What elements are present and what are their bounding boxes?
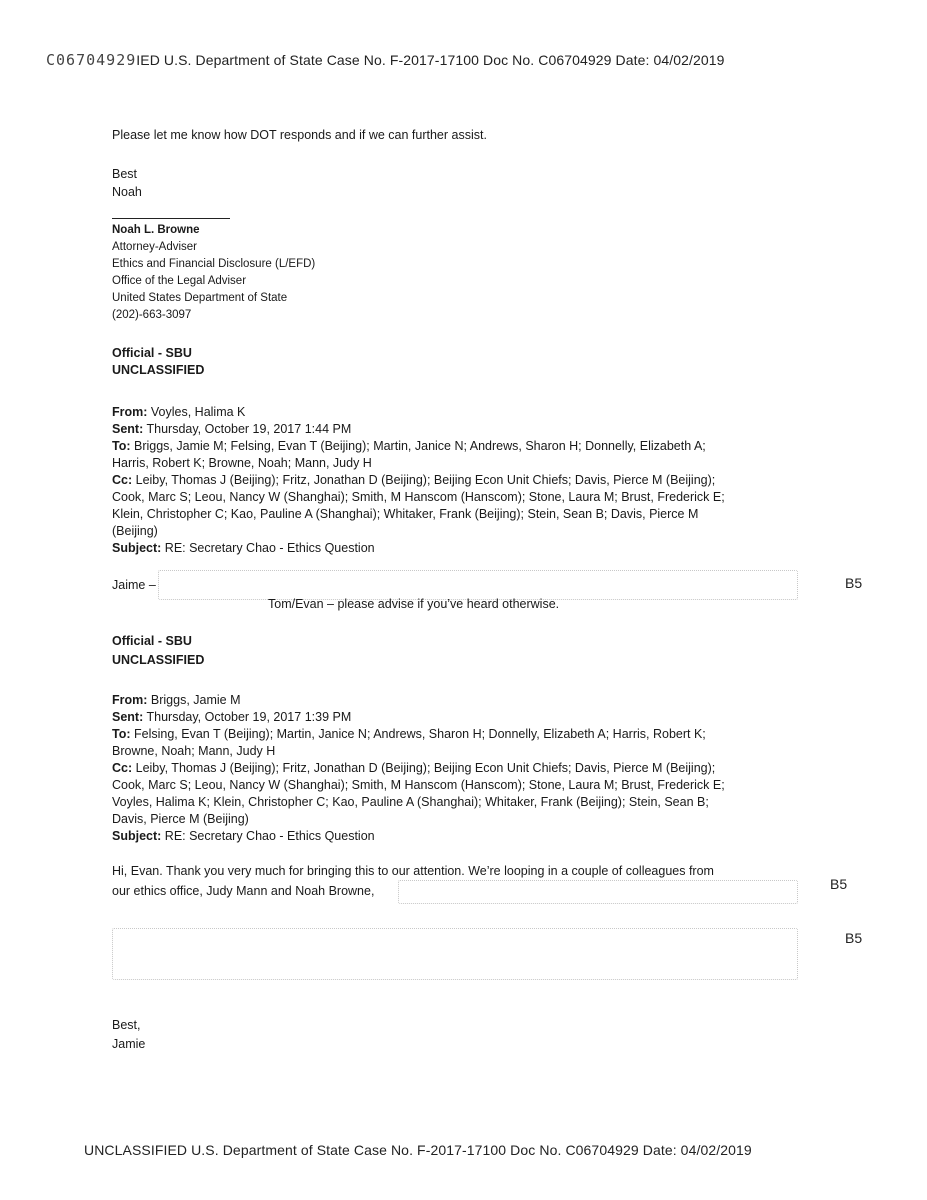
email-header-2: [112, 692, 725, 845]
subject-value: RE: Secretary Chao - Ethics Question: [161, 541, 375, 555]
from-label: From:: [112, 693, 148, 707]
email-header-1: [112, 404, 725, 557]
redaction-box: [398, 880, 798, 904]
sent-label: Sent:: [112, 710, 144, 724]
message-closing: Best: [112, 167, 138, 181]
signature-rule: [112, 218, 230, 219]
cc-value: Leiby, Thomas J (Beijing); Fritz, Jonathan D (Beijing); Beijing Econ Unit Chiefs; Davis, Pierce M (Beijing);: [132, 473, 716, 487]
email-body: Tom/Evan – please advise if you’ve heard otherwise.: [268, 597, 560, 611]
cc-value: Cook, Marc S; Leou, Nancy W (Shanghai); Smith, M Hanscom (Hanscom); Stone, Laura M; Brust, Frederick E;: [112, 778, 725, 792]
doc-stamp: C06704929: [46, 51, 137, 69]
signature-line: Attorney-Adviser: [112, 241, 198, 253]
signature-details: [112, 239, 315, 324]
classification-marking: UNCLASSIFIED: [112, 363, 205, 377]
email-body: Hi, Evan. Thank you very much for bringing this to our attention. We’re looping in a couple of colleagues from: [112, 864, 714, 878]
header-text: IED U.S. Department of State Case No. F-2017-17100 Doc No. C06704929 Date: 04/02/2019: [136, 52, 725, 68]
email-signoff-name: Jamie: [112, 1037, 146, 1051]
to-value: Harris, Robert K; Browne, Noah; Mann, Judy H: [112, 456, 372, 470]
header-line: [46, 51, 725, 70]
subject-label: Subject:: [112, 829, 162, 843]
cc-value: (Beijing): [112, 524, 158, 538]
to-value: Briggs, Jamie M; Felsing, Evan T (Beijing); Martin, Janice N; Andrews, Sharon H; Donnelly, Elizabeth A;: [130, 439, 706, 453]
exemption-code: B5: [830, 876, 848, 892]
signature-name: Noah L. Browne: [112, 224, 200, 236]
from-value: Voyles, Halima K: [147, 405, 246, 419]
cc-value: Klein, Christopher C; Kao, Pauline A (Shanghai); Whitaker, Frank (Beijing); Stein, Sean B; Davis, Pierce M: [112, 507, 699, 521]
classification-marking: Official - SBU: [112, 634, 192, 648]
to-value: Browne, Noah; Mann, Judy H: [112, 744, 276, 758]
to-label: To:: [112, 727, 131, 741]
cc-label: Cc:: [112, 473, 133, 487]
exemption-code: B5: [845, 930, 863, 946]
cc-value: Leiby, Thomas J (Beijing); Fritz, Jonathan D (Beijing); Beijing Econ Unit Chiefs; Davis, Pierce M (Beijing);: [132, 761, 716, 775]
to-value: Felsing, Evan T (Beijing); Martin, Janice N; Andrews, Sharon H; Donnelly, Elizabeth A; Harris, Robert K;: [130, 727, 706, 741]
email-closing: Best,: [112, 1018, 141, 1032]
subject-label: Subject:: [112, 541, 162, 555]
sent-value: Thursday, October 19, 2017 1:44 PM: [143, 422, 352, 436]
from-value: Briggs, Jamie M: [147, 693, 241, 707]
footer-line: UNCLASSIFIED U.S. Department of State Case No. F-2017-17100 Doc No. C06704929 Date: 04/02/2019: [84, 1142, 752, 1158]
email-body: our ethics office, Judy Mann and Noah Browne,: [112, 884, 375, 898]
to-label: To:: [112, 439, 131, 453]
signature-line: Ethics and Financial Disclosure (L/EFD): [112, 258, 316, 270]
sent-value: Thursday, October 19, 2017 1:39 PM: [143, 710, 352, 724]
exemption-code: B5: [845, 575, 863, 591]
signature-line: (202)-663-3097: [112, 309, 192, 321]
message-signoff-name: Noah: [112, 185, 142, 199]
signature-line: United States Department of State: [112, 292, 288, 304]
classification-marking: UNCLASSIFIED: [112, 653, 205, 667]
message-body: Please let me know how DOT responds and if we can further assist.: [112, 128, 487, 142]
redaction-box: [112, 928, 798, 980]
cc-value: Davis, Pierce M (Beijing): [112, 812, 249, 826]
signature-line: Office of the Legal Adviser: [112, 275, 247, 287]
from-label: From:: [112, 405, 148, 419]
subject-value: RE: Secretary Chao - Ethics Question: [161, 829, 375, 843]
cc-value: Voyles, Halima K; Klein, Christopher C; Kao, Pauline A (Shanghai); Whitaker, Frank (Beijing); Stein, Sean B;: [112, 795, 709, 809]
sent-label: Sent:: [112, 422, 144, 436]
classification-marking: Official - SBU: [112, 346, 192, 360]
cc-value: Cook, Marc S; Leou, Nancy W (Shanghai); Smith, M Hanscom (Hanscom); Stone, Laura M; Brust, Frederick E;: [112, 490, 725, 504]
cc-label: Cc:: [112, 761, 133, 775]
email-greeting: Jaime –: [112, 578, 156, 592]
